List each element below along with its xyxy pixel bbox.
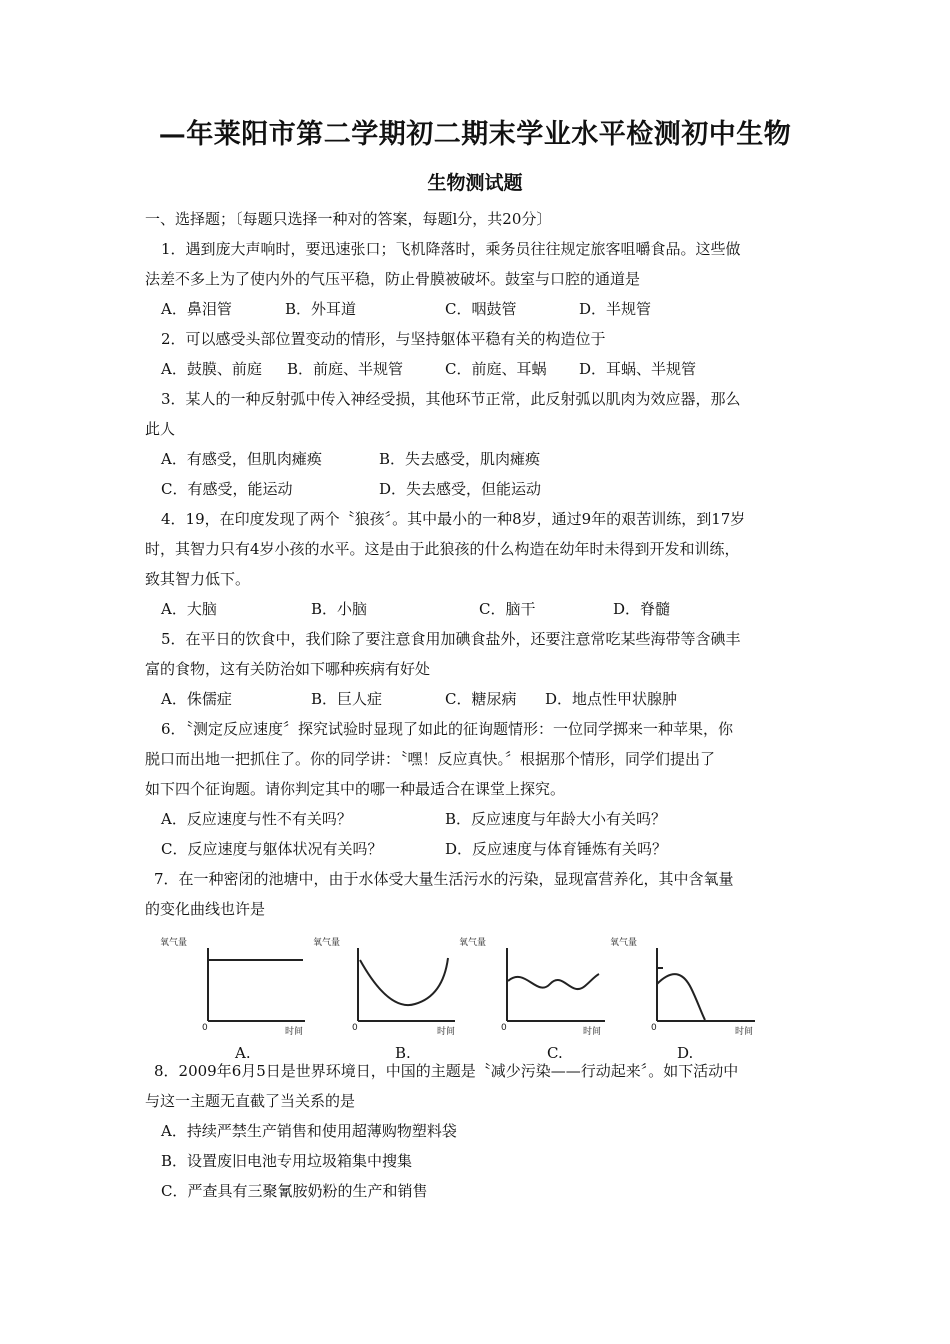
question-8-line-1: 8．2009年6月5日是世界环境日，中国的主题是〝减少污染——行动起来〞。如下活动中	[154, 1062, 739, 1080]
question-7-line-1: 7．在一种密闭的池塘中，由于水体受大量生活污水的污染，显现富营养化，其中含氧量	[154, 870, 734, 888]
graph-d-ylabel: 氧气量	[610, 938, 638, 948]
oxygen-graphs-svg	[145, 926, 810, 1056]
question-4-line-2: 时，其智力只有4岁小孩的水平。这是由于此狼孩的什么构造在幼年时未得到开发和训练，	[145, 540, 740, 558]
question-3-options-row-1	[145, 444, 810, 474]
question-4-line-1: 4．19，在印度发现了两个〝狼孩〞。其中最小的一种8岁，通过9年的艰苦训练，到17岁	[161, 510, 746, 528]
option-a: A．鼓膜、前庭	[161, 360, 262, 378]
option-a: A．侏儒症	[161, 690, 232, 708]
option-c: C．反应速度与躯体状况有关吗？	[161, 840, 383, 858]
oxygen-graphs-figure	[145, 926, 810, 1062]
option-a: A．反应速度与性不有关吗？	[161, 810, 352, 828]
option-c: C．咽鼓管	[445, 300, 517, 318]
option-c: C．脑干	[479, 600, 536, 618]
graph-d-label: D.	[677, 1044, 694, 1062]
question-1-line-2: 法差不多上为了使内外的气压平稳，防止骨膜被破坏。鼓室与口腔的通道是	[145, 270, 641, 288]
question-2-options	[145, 354, 810, 384]
option-d: D．地点性甲状腺肿	[545, 690, 678, 708]
question-7-line-2: 的变化曲线也许是	[145, 900, 266, 918]
question-5-options	[145, 684, 810, 714]
graph-d-xlabel: 时间	[735, 1027, 754, 1037]
option-d: D．半规管	[579, 300, 652, 318]
question-2-line-1: 2．可以感受头部位置变动的情形，与坚持躯体平稳有关的构造位于	[161, 330, 606, 348]
option-c: C．糖尿病	[445, 690, 517, 708]
graph-a-xlabel: 时间	[285, 1027, 304, 1037]
graph-b-origin: 0	[352, 1023, 358, 1033]
option-a: A．有感受，但肌肉瘫痪	[161, 450, 322, 468]
graph-b-xlabel: 时间	[437, 1027, 456, 1037]
question-1-line-1: 1．遇到庞大声响时，要迅速张口；飞机降落时，乘务员往往规定旅客咀嚼食品。这些做	[161, 240, 741, 258]
graph-c	[507, 948, 605, 1021]
option-d: D．反应速度与体育锤炼有关吗？	[445, 840, 668, 858]
graph-d-curve	[657, 974, 705, 1020]
option-b: B．巨人症	[311, 690, 383, 708]
option-a: A．持续严禁生产销售和使用超薄购物塑料袋	[161, 1122, 457, 1140]
section-heading: 一、选择题；〔每题只选择一种对的答案，每题l分，共20分〕	[145, 210, 552, 228]
question-6-line-1: 6．〝测定反应速度〞探究试验时显现了如此的征询题情形：一位同学掷来一种苹果，你	[161, 720, 734, 738]
graph-a-label: A.	[235, 1044, 251, 1062]
graph-c-curve	[508, 974, 599, 989]
question-4-options	[145, 594, 810, 624]
option-b: B．失去感受，肌肉瘫痪	[379, 450, 541, 468]
graph-b-curve	[360, 958, 448, 1005]
graph-a-ylabel: 氧气量	[160, 938, 188, 948]
page-subtitle: 生物测试题	[427, 172, 523, 194]
graph-a-origin: 0	[202, 1023, 208, 1033]
option-a: A．鼻泪管	[161, 300, 232, 318]
option-d: D．失去感受，但能运动	[379, 480, 542, 498]
graph-d-origin: 0	[651, 1023, 657, 1033]
question-6-options-row-1	[145, 804, 810, 834]
graph-a	[208, 948, 305, 1021]
question-5-line-2: 富的食物，这有关防治如下哪种疾病有好处	[145, 660, 431, 678]
graph-b-label: B.	[395, 1044, 411, 1062]
question-8-line-2: 与这一主题无直截了当关系的是	[145, 1092, 356, 1110]
question-4-line-3: 致其智力低下。	[145, 570, 251, 588]
question-3-line-2: 此人	[145, 420, 176, 438]
option-b: B．小脑	[311, 600, 368, 618]
option-d: D．脊髓	[613, 600, 671, 618]
question-6-line-2: 脱口而出地一把抓住了。你的同学讲：〝嘿！反应真快。〞根据那个情形，同学们提出了	[145, 750, 716, 768]
option-c: C．严查具有三聚氰胺奶粉的生产和销售	[161, 1182, 428, 1200]
graph-b-ylabel: 氧气量	[313, 938, 341, 948]
option-d: D．耳蜗、半规管	[579, 360, 697, 378]
graph-d	[657, 948, 755, 1021]
graph-b	[358, 948, 455, 1021]
question-3-options-row-2	[145, 474, 810, 504]
option-b: B．设置废旧电池专用垃圾箱集中搜集	[161, 1152, 413, 1170]
question-6-options-row-2	[145, 834, 810, 864]
graph-c-label: C.	[547, 1044, 563, 1062]
option-c: C．有感受，能运动	[161, 480, 293, 498]
option-a: A．大脑	[161, 600, 217, 618]
graph-c-ylabel: 氧气量	[459, 938, 487, 948]
question-list	[145, 204, 810, 1206]
question-6-line-3: 如下四个征询题。请你判定其中的哪一种最适合在课堂上探究。	[145, 780, 566, 798]
question-5-line-1: 5．在平日的饮食中，我们除了要注意食用加碘食盐外，还要注意常吃某些海带等含碘丰	[161, 630, 741, 648]
option-b: B．外耳道	[285, 300, 357, 318]
question-3-line-1: 3．某人的一种反射弧中传入神经受损，其他环节正常，此反射弧以肌肉为效应器，那么	[161, 390, 741, 408]
option-c: C．前庭、耳蜗	[445, 360, 547, 378]
question-1-options	[145, 294, 810, 324]
option-b: B．反应速度与年龄大小有关吗？	[445, 810, 667, 828]
graph-c-origin: 0	[501, 1023, 507, 1033]
page-title: —年莱阳市第二学期初二期末学业水平检测初中生物	[158, 119, 792, 150]
option-b: B．前庭、半规管	[287, 360, 404, 378]
graph-c-xlabel: 时间	[583, 1027, 602, 1037]
